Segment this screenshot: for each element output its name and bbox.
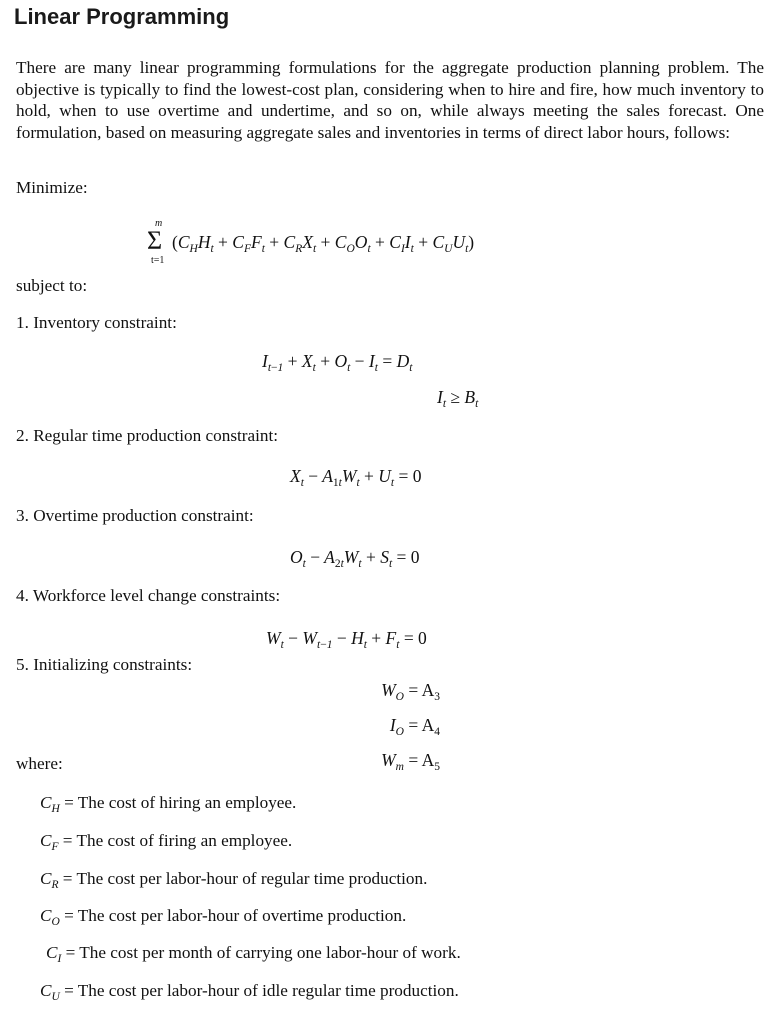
definition-overtime-cost: $C_O$ = The cost per labor-hour of overtime production. bbox=[40, 906, 407, 928]
initial-inventory-equation: $I_O = A_4$ bbox=[389, 715, 440, 738]
definition-idle-time-cost: $C_U$ = The cost per labor-hour of idle regular time production. bbox=[40, 981, 459, 1003]
final-workforce-equation: $W_m = A_5$ bbox=[381, 750, 440, 773]
where-label: where: bbox=[16, 754, 63, 773]
initializing-equations bbox=[300, 676, 440, 781]
overtime-equation: $O_t - A_{2t}W_t + S_t = 0$ bbox=[290, 547, 420, 570]
definition-hiring-cost: $C_H$ = The cost of hiring an employee. bbox=[40, 793, 297, 815]
inventory-balance-equation: $I_{t-1} + X_t + O_t - I_t = D_t$ bbox=[262, 351, 413, 374]
constraint-3-label: 3. Overtime production constraint: bbox=[16, 506, 254, 525]
initial-workforce-equation: $W_O = A_3$ bbox=[381, 680, 440, 703]
definition-firing-cost: $C_F$ = The cost of firing an employee. bbox=[40, 831, 293, 853]
safety-stock-inequality: $I_t \ge B_t$ bbox=[437, 387, 479, 410]
subject-to-label: subject to: bbox=[16, 276, 88, 295]
constraint-4-label: 4. Workforce level change constraints: bbox=[16, 586, 281, 605]
summation-lower-limit: t=1 bbox=[151, 255, 165, 266]
definition-carrying-cost: $C_I$ = The cost per month of carrying one labor-hour of work. bbox=[46, 943, 461, 965]
constraint-5-label: 5. Initializing constraints: bbox=[16, 655, 193, 674]
constraint-1-label: 1. Inventory constraint: bbox=[16, 313, 177, 332]
intro-paragraph: There are many linear programming formulations for the aggregate production planning problem. The objective is typically to find the lowest-cost plan, considering when to hire and fire, how much inventory to hold, when to use overtime and undertime, and so on, while always meeting the sales forecast. One formulation, based on measuring aggregate sales and inventories in terms of direct labor hours, follows: bbox=[16, 58, 764, 142]
summation-sign bbox=[147, 218, 171, 270]
summation-upper-limit: m bbox=[155, 218, 163, 229]
constraint-2-label: 2. Regular time production constraint: bbox=[16, 426, 279, 445]
objective-expression: $(C_HH_t + C_FF_t + C_RX_t + C_OO_t + C_II_t + C_UU_t)$ bbox=[172, 232, 475, 255]
sigma-symbol: Σ bbox=[147, 226, 163, 255]
minimize-label: Minimize: bbox=[16, 178, 88, 197]
definition-regular-time-cost: $C_R$ = The cost per labor-hour of regular time production. bbox=[40, 869, 428, 891]
page-title: Linear Programming bbox=[14, 4, 230, 29]
workforce-change-equation: $W_t - W_{t-1} - H_t + F_t = 0$ bbox=[266, 628, 427, 651]
regular-time-equation: $X_t - A_{1t}W_t + U_t = 0$ bbox=[290, 466, 422, 489]
